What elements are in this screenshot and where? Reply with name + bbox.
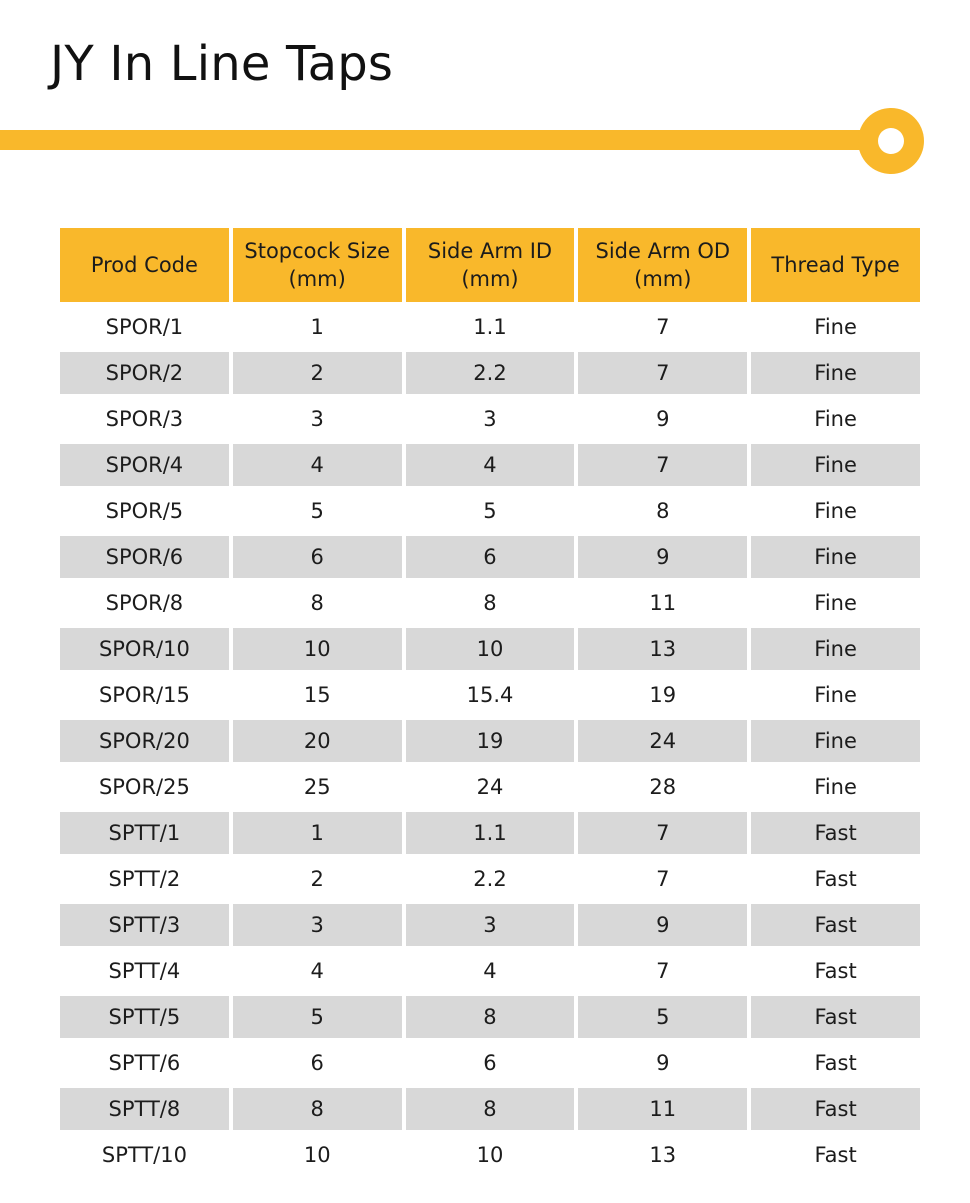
table-row [60,628,920,670]
cell-thread-type: Fast [751,812,920,854]
cell-thread-type: Fine [751,352,920,394]
cell-side-arm-id: 6 [483,1051,497,1075]
cell-side-arm-id: 6 [406,536,575,578]
cell-side-arm-id: 10 [476,1143,504,1167]
cell-side-arm-od: 7 [656,867,670,891]
header-unit: (mm) [461,267,519,291]
cell-side-arm-od: 9 [578,904,747,946]
product-table [56,224,924,1180]
cell-side-arm-od: 24 [578,720,747,762]
cell-side-arm-od: 5 [578,996,747,1038]
cell-side-arm-id: 5 [483,499,497,523]
title-underline [0,130,880,150]
cell-stopcock-size: 3 [233,904,402,946]
cell-side-arm-od: 19 [649,683,677,707]
cell-side-arm-od: 28 [649,775,677,799]
cell-prod-code: SPOR/8 [105,591,184,615]
cell-side-arm-od: 7 [578,352,747,394]
cell-prod-code: SPTT/8 [60,1088,229,1130]
header-line: Side Arm ID [427,239,553,263]
cell-thread-type: Fine [814,499,857,523]
cell-stopcock-size: 3 [310,407,324,431]
header-prod-code [60,228,229,302]
table-row [60,536,920,578]
cell-thread-type: Fast [814,1051,857,1075]
header-stopcock-size [233,228,402,302]
cell-prod-code: SPOR/3 [105,407,184,431]
cell-prod-code: SPTT/2 [108,867,181,891]
cell-side-arm-od: 13 [578,628,747,670]
cell-prod-code: SPOR/5 [105,499,184,523]
cell-side-arm-od: 9 [656,1051,670,1075]
cell-prod-code: SPTT/5 [60,996,229,1038]
table-row [60,812,920,854]
cell-side-arm-id: 2.2 [473,867,507,891]
cell-side-arm-id: 2.2 [406,352,575,394]
cell-side-arm-od: 7 [656,959,670,983]
table-row [60,490,920,532]
ring-hole [878,128,904,154]
cell-stopcock-size: 8 [310,591,324,615]
cell-prod-code: SPTT/1 [60,812,229,854]
header-line: Side Arm OD [595,239,731,263]
cell-side-arm-id: 8 [483,591,497,615]
cell-thread-type: Fine [814,407,857,431]
cell-stopcock-size: 10 [233,628,402,670]
table-row [60,996,920,1038]
cell-prod-code: SPOR/2 [60,352,229,394]
cell-thread-type: Fast [751,996,920,1038]
cell-side-arm-id: 10 [406,628,575,670]
cell-thread-type: Fine [814,315,857,339]
table-row [60,674,920,716]
page-title: JY In Line Taps [50,36,394,92]
cell-stopcock-size: 2 [310,867,324,891]
cell-side-arm-id: 3 [406,904,575,946]
cell-stopcock-size: 5 [310,499,324,523]
cell-side-arm-od: 7 [578,812,747,854]
cell-prod-code: SPOR/1 [105,315,184,339]
cell-thread-type: Fine [751,720,920,762]
header-unit: (mm) [288,267,346,291]
cell-stopcock-size: 15 [303,683,331,707]
cell-side-arm-id: 3 [483,407,497,431]
cell-stopcock-size: 1 [310,315,324,339]
cell-stopcock-size: 4 [310,959,324,983]
cell-prod-code: SPTT/4 [108,959,181,983]
cell-side-arm-od: 9 [578,536,747,578]
cell-stopcock-size: 10 [303,1143,331,1167]
cell-prod-code: SPOR/15 [98,683,190,707]
table-row [60,1134,920,1176]
cell-stopcock-size: 5 [233,996,402,1038]
cell-stopcock-size: 6 [233,536,402,578]
cell-thread-type: Fast [814,867,857,891]
cell-thread-type: Fine [814,591,857,615]
cell-side-arm-od: 13 [649,1143,677,1167]
cell-side-arm-id: 1.1 [406,812,575,854]
table-row [60,904,920,946]
table-row [60,766,920,808]
header-thread-type [751,228,920,302]
header-unit: (mm) [634,267,692,291]
header-line: Thread Type [771,253,900,277]
cell-prod-code: SPOR/4 [60,444,229,486]
product-table-container [58,224,922,1180]
cell-side-arm-od: 9 [656,407,670,431]
cell-side-arm-id: 24 [476,775,504,799]
cell-side-arm-id: 19 [406,720,575,762]
cell-side-arm-id: 4 [483,959,497,983]
header-side-arm-id [406,228,575,302]
cell-stopcock-size: 1 [233,812,402,854]
cell-side-arm-od: 11 [649,591,677,615]
cell-prod-code: SPOR/10 [60,628,229,670]
cell-stopcock-size: 20 [233,720,402,762]
cell-prod-code: SPTT/6 [108,1051,181,1075]
header-side-arm-od [578,228,747,302]
cell-thread-type: Fine [751,536,920,578]
cell-side-arm-od: 7 [578,444,747,486]
table-row [60,306,920,348]
table-row [60,720,920,762]
cell-thread-type: Fast [814,1143,857,1167]
cell-prod-code: SPOR/20 [60,720,229,762]
cell-thread-type: Fine [814,775,857,799]
ring-icon [858,108,924,174]
cell-thread-type: Fast [814,959,857,983]
cell-side-arm-id: 15.4 [466,683,514,707]
cell-side-arm-od: 8 [656,499,670,523]
cell-stopcock-size: 4 [233,444,402,486]
cell-side-arm-id: 1.1 [473,315,507,339]
cell-stopcock-size: 6 [310,1051,324,1075]
cell-stopcock-size: 2 [233,352,402,394]
cell-side-arm-id: 8 [406,1088,575,1130]
cell-side-arm-od: 11 [578,1088,747,1130]
table-row [60,858,920,900]
table-row [60,1088,920,1130]
cell-prod-code: SPOR/6 [60,536,229,578]
cell-side-arm-id: 8 [406,996,575,1038]
cell-prod-code: SPTT/10 [101,1143,187,1167]
cell-thread-type: Fast [751,1088,920,1130]
table-body [60,306,920,1176]
cell-prod-code: SPOR/25 [98,775,190,799]
table-row [60,1042,920,1084]
cell-stopcock-size: 25 [303,775,331,799]
cell-thread-type: Fine [751,628,920,670]
table-row [60,950,920,992]
header-line: Stopcock Size [244,239,391,263]
cell-prod-code: SPTT/3 [60,904,229,946]
cell-stopcock-size: 8 [233,1088,402,1130]
table-row [60,444,920,486]
table-row [60,352,920,394]
table-header-row [60,228,920,302]
cell-side-arm-id: 4 [406,444,575,486]
cell-thread-type: Fine [814,683,857,707]
cell-thread-type: Fast [751,904,920,946]
table-row [60,582,920,624]
cell-side-arm-od: 7 [656,315,670,339]
header-line: Prod Code [90,253,198,277]
cell-thread-type: Fine [751,444,920,486]
table-row [60,398,920,440]
